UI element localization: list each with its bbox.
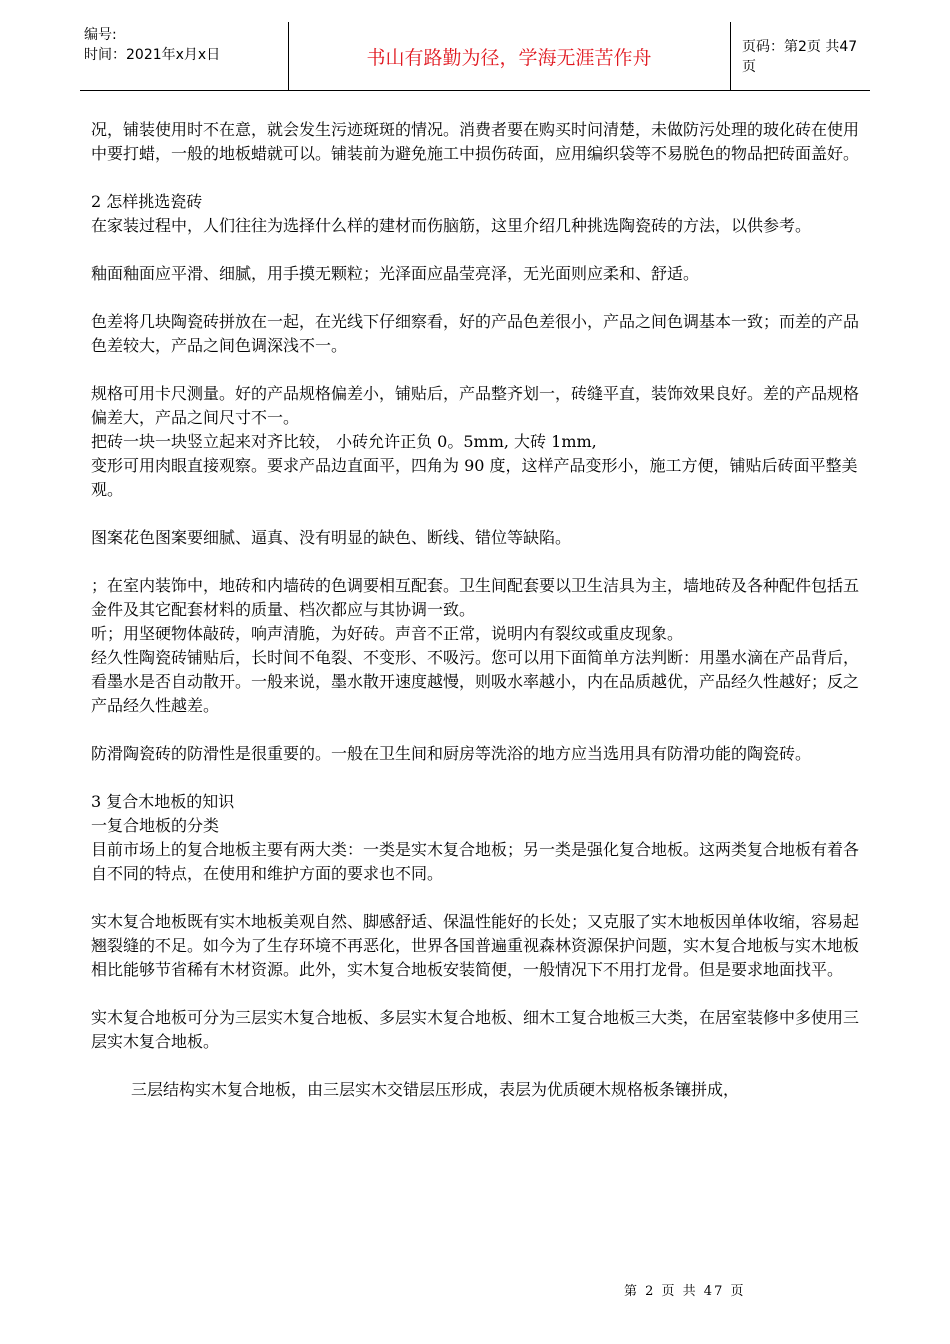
paragraph: 在家装过程中，人们往往为选择什么样的建材而伤脑筋，这里介绍几种挑选陶瓷砖的方法，以供参考。 bbox=[91, 216, 812, 235]
header-page-info: 页码：第2页 共47页 bbox=[742, 39, 858, 75]
page-header bbox=[80, 22, 870, 91]
document-time-label: 时间：2021年x月x日 bbox=[84, 47, 221, 63]
paragraph-spacer bbox=[91, 766, 861, 790]
header-page-info-cell bbox=[730, 22, 870, 90]
paragraph: 三层结构实木复合地板，由三层实木交错层压形成，表层为优质硬木规格板条镶拼成， bbox=[131, 1080, 740, 1099]
paragraph: 2 怎样挑选瓷砖 bbox=[91, 192, 203, 211]
paragraph: 经久性陶瓷砖铺贴后，长时间不龟裂、不变形、不吸污。您可以用下面简单方法判断：用墨水滴在产品背后，看墨水是否自动散开。一般来说，墨水散开速度越慢，则吸水率越小，内在品质越优，产品经久性越好；反之产品经久性越差。 bbox=[91, 648, 860, 715]
paragraph: 实木复合地板既有实木地板美观自然、脚感舒适、保温性能好的长处；又克服了实木地板因单体收缩，容易起翘裂缝的不足。如今为了生存环境不再恶化，世界各国普遍重视森林资源保护问题，实木复合地板与实木地板相比能够节省稀有木材资源。此外，实木复合地板安装简便，一般情况下不用打龙骨。但是要求地面找平。 bbox=[91, 912, 860, 979]
paragraph: 变形可用肉眼直接观察。要求产品边直面平，四角为 90 度，这样产品变形小，施工方便，铺贴后砖面平整美观。 bbox=[91, 456, 858, 499]
paragraph: 把砖一块一块竖立起来对齐比较， 小砖允许正负 0。5mm, 大砖 1mm, bbox=[91, 432, 597, 451]
header-meta-cell bbox=[80, 22, 289, 90]
paragraph-spacer bbox=[91, 550, 861, 574]
paragraph: 况，铺装使用时不在意，就会发生污迹斑斑的情况。消费者要在购买时问清楚，未做防污处理的玻化砖在使用中要打蜡，一般的地板蜡就可以。铺装前为避免施工中损伤砖面，应用编织袋等不易脱色的物品把砖面盖好。 bbox=[91, 120, 860, 163]
paragraph-spacer bbox=[91, 238, 861, 262]
paragraph: 图案花色图案要细腻、逼真、没有明显的缺色、断线、错位等缺陷。 bbox=[91, 528, 572, 547]
paragraph: 规格可用卡尺测量。好的产品规格偏差小，铺贴后，产品整齐划一，砖缝平直，装饰效果良好。差的产品规格偏差大，产品之间尺寸不一。 bbox=[91, 384, 860, 427]
paragraph-spacer bbox=[91, 358, 861, 382]
paragraph: ；在室内装饰中，地砖和内墙砖的色调要相互配套。卫生间配套要以卫生洁具为主，墙地砖及各种配件包括五金件及其它配套材料的质量、档次都应与其协调一致。 bbox=[91, 576, 860, 619]
paragraph: 3 复合木地板的知识 bbox=[91, 792, 235, 811]
paragraph: 色差将几块陶瓷砖拼放在一起，在光线下仔细察看，好的产品色差很小，产品之间色调基本一致；而差的产品色差较大，产品之间色调深浅不一。 bbox=[91, 312, 860, 355]
paragraph: 一复合地板的分类 bbox=[91, 816, 220, 835]
paragraph: 实木复合地板可分为三层实木复合地板、多层实木复合地板、细木工复合地板三大类，在居室装修中多使用三层实木复合地板。 bbox=[91, 1008, 860, 1051]
paragraph-spacer bbox=[91, 886, 861, 910]
document-number-label: 编号: bbox=[84, 27, 117, 43]
header-motto: 书山有路勤为径，学海无涯苦作舟 bbox=[288, 22, 731, 90]
paragraph-spacer bbox=[91, 718, 861, 742]
paragraph-spacer bbox=[91, 982, 861, 1006]
paragraph: 目前市场上的复合地板主要有两大类：一类是实木复合地板；另一类是强化复合地板。这两类复合地板有着各自不同的特点，在使用和维护方面的要求也不同。 bbox=[91, 840, 860, 883]
paragraph-spacer bbox=[91, 502, 861, 526]
page-footer: 第 2 页 共 47 页 bbox=[624, 1284, 746, 1299]
paragraph-spacer bbox=[91, 166, 861, 190]
paragraph: 防滑陶瓷砖的防滑性是很重要的。一般在卫生间和厨房等洗浴的地方应当选用具有防滑功能的陶瓷砖。 bbox=[91, 744, 812, 763]
paragraph: 听；用坚硬物体敲砖，响声清脆，为好砖。声音不正常，说明内有裂纹或重皮现象。 bbox=[91, 624, 684, 643]
paragraph-spacer bbox=[91, 286, 861, 310]
document-body bbox=[91, 118, 861, 1102]
paragraph: 釉面釉面应平滑、细腻，用手摸无颗粒；光泽面应晶莹亮泽，无光面则应柔和、舒适。 bbox=[91, 264, 700, 283]
paragraph-spacer bbox=[91, 1054, 861, 1078]
